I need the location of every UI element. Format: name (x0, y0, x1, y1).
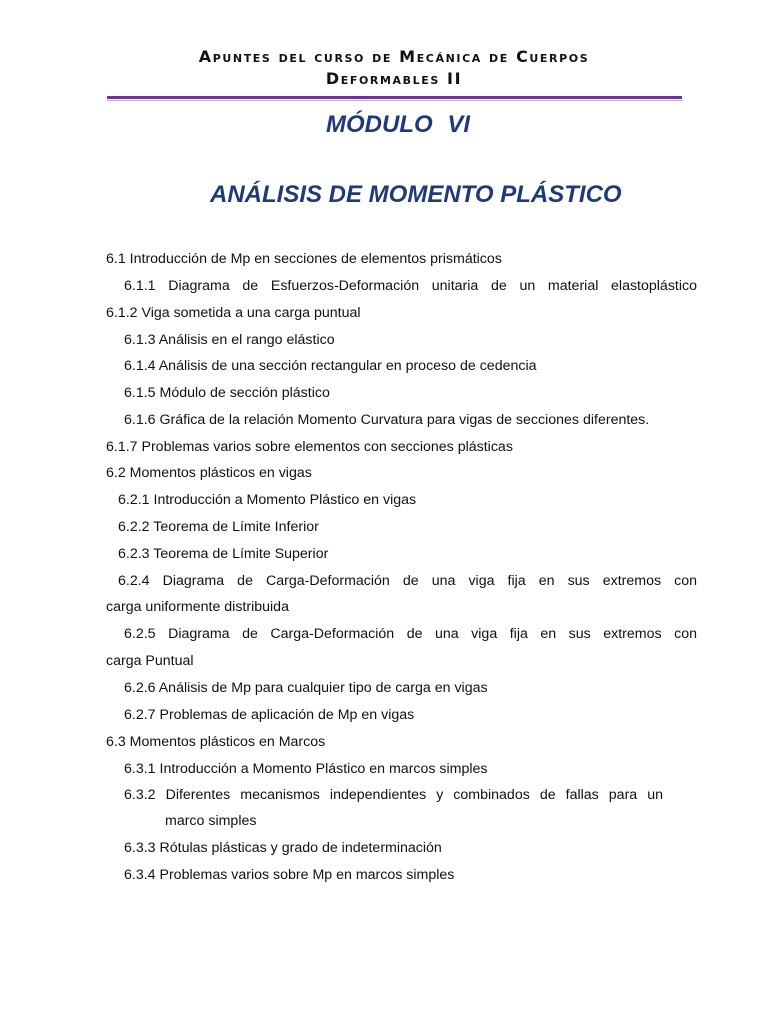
chapter-title: ANÁLISIS DE MOMENTO PLÁSTICO (210, 181, 622, 208)
module-title: MÓDULO VI (326, 111, 470, 138)
header-title-line-2: Deformables II (325, 69, 463, 88)
toc-entry-6-2-2: 6.2.2 Teorema de Límite Inferior (118, 519, 319, 535)
toc-entry-6-1-4: 6.1.4 Análisis de una sección rectangular en proceso de cedencia (124, 358, 537, 374)
toc-entry-6-2-5-cont: carga Puntual (106, 653, 194, 669)
toc-entry-6-3-3: 6.3.3 Rótulas plásticas y grado de indeterminación (124, 840, 442, 856)
toc-entry-6-3-4: 6.3.4 Problemas varios sobre Mp en marcos simples (124, 867, 455, 883)
toc-entry-6-2-3: 6.2.3 Teorema de Límite Superior (118, 546, 329, 562)
toc-entry-6-3-1: 6.3.1 Introducción a Momento Plástico en marcos simples (124, 761, 488, 777)
toc-entry-6-3-2: 6.3.2 Diferentes mecanismos independientes y combinados de fallas para un (124, 787, 663, 803)
toc-entry-6-1-1: 6.1.1 Diagrama de Esfuerzos-Deformación unitaria de un material elastoplástico (124, 278, 697, 294)
toc-entry-6-1: 6.1 Introducción de Mp en secciones de elementos prismáticos (106, 251, 502, 267)
toc-entry-6-3: 6.3 Momentos plásticos en Marcos (106, 734, 326, 750)
toc-entry-6-1-7: 6.1.7 Problemas varios sobre elementos con secciones plásticas (106, 439, 513, 455)
toc-entry-6-2-7: 6.2.7 Problemas de aplicación de Mp en vigas (124, 707, 415, 723)
toc-entry-6-2-1: 6.2.1 Introducción a Momento Plástico en vigas (118, 492, 417, 508)
toc-entry-6-2-6: 6.2.6 Análisis de Mp para cualquier tipo de carga en vigas (124, 680, 488, 696)
toc-entry-6-1-2: 6.1.2 Viga sometida a una carga puntual (106, 305, 361, 321)
header-rule-shadow (107, 100, 682, 101)
toc-entry-6-1-5: 6.1.5 Módulo de sección plástico (124, 385, 330, 401)
toc-entry-6-1-6: 6.1.6 Gráfica de la relación Momento Curvatura para vigas de secciones diferentes. (124, 412, 650, 428)
header-title-line-1: Apuntes del curso de Mecánica de Cuerpos (198, 47, 590, 66)
toc-entry-6-2: 6.2 Momentos plásticos en vigas (106, 465, 312, 481)
toc-entry-6-2-4-cont: carga uniformente distribuida (106, 599, 289, 615)
toc-entry-6-3-2-cont: marco simples (165, 813, 257, 829)
toc-entry-6-2-5: 6.2.5 Diagrama de Carga-Deformación de una viga fija en sus extremos con (124, 626, 697, 642)
toc-entry-6-1-3: 6.1.3 Análisis en el rango elástico (124, 332, 335, 348)
header-rule (107, 96, 682, 99)
toc-entry-6-2-4: 6.2.4 Diagrama de Carga-Deformación de una viga fija en sus extremos con (118, 573, 697, 589)
